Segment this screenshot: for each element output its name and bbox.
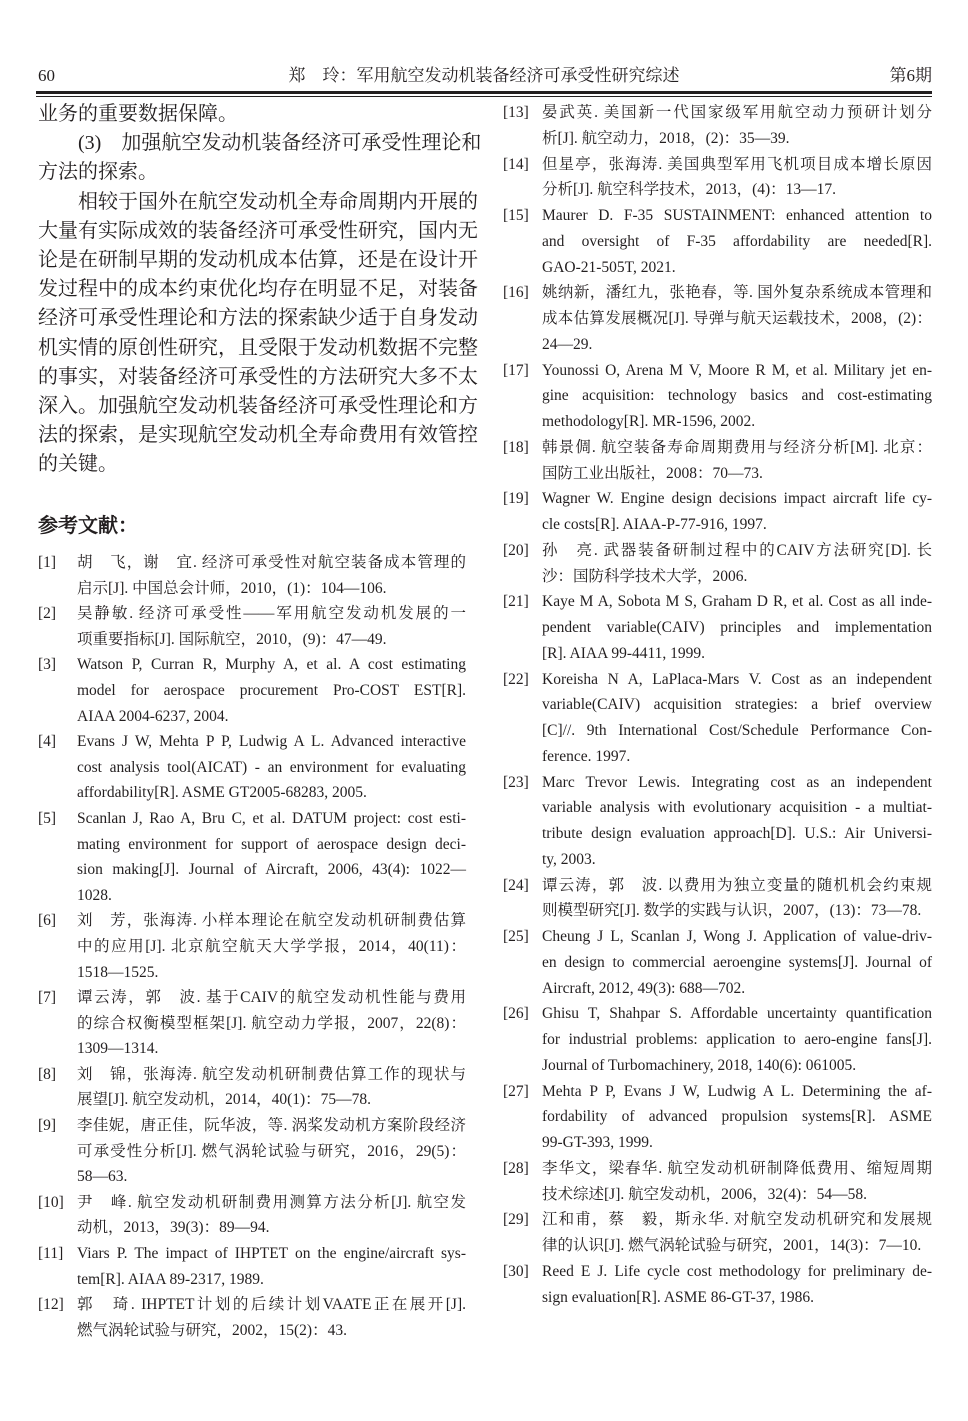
reference-line: Journal of Turbomachinery, 2018, 140(6): 061005. [542, 1056, 857, 1074]
reference-item [503, 100, 932, 152]
reference-line: variable(CAIV) acquisition strategies: a brief overview [542, 696, 932, 714]
reference-number: [14] [503, 155, 529, 173]
reference-line: 启示[J]. 中国总会计师，2010，(1)：104—106. [77, 579, 387, 597]
reference-line: 成本估算发展概况[J]. 导弹与航天运载技术，2008，(2)： [542, 310, 932, 327]
reference-item [38, 1113, 466, 1190]
reference-line: 刘 锦，张海涛. 航空发动机研制费估算工作的现状与 [77, 1065, 466, 1083]
text-line: 的事实，对装备经济可承受性的方法研究大多不太 [38, 365, 478, 388]
text-line: 机实情的原创性研究，且受限于发动机数据不完整 [38, 336, 478, 359]
reference-number: [13] [503, 104, 529, 121]
reference-line: cost analysis tool(AICAT) - an environment for evaluating [77, 758, 466, 776]
reference-line: fordability of advanced propulsion systems[R]. ASME [542, 1108, 932, 1126]
reference-number: [24] [503, 876, 529, 894]
reference-number: [8] [38, 1065, 57, 1083]
reference-line: AIAA 2004-6237, 2004. [77, 707, 229, 725]
reference-line: 国防工业出版社，2008：70—73. [542, 464, 763, 482]
reference-number: [28] [503, 1159, 529, 1177]
reference-item [38, 550, 466, 601]
reference-item [38, 729, 466, 806]
reference-item [503, 1001, 932, 1078]
reference-item [38, 908, 466, 985]
reference-item [503, 1156, 932, 1208]
reference-number: [19] [503, 490, 529, 508]
reference-line: Maurer D. F-35 SUSTAINMENT: enhanced attention to [542, 207, 932, 224]
text-line: 论是在研制早期的发动机成本估算，还是在设计开 [38, 248, 478, 271]
reference-line: gine acquisition: technology basics and cost-estimating [542, 387, 932, 405]
reference-line: Scanlan J, Rao A, Bru C, et al. DATUM project: cost esti- [77, 809, 466, 827]
reference-line: 谭云涛，郭 波. 以费用为独立变量的随机机会约束规 [542, 876, 932, 894]
reference-line: Koreisha N A, LaPlaca-Mars V. Cost as an independent [542, 670, 932, 688]
reference-line: Mehta P P, Evans J W, Ludwig A L. Determining the af- [542, 1082, 932, 1100]
reference-line: Viars P. The impact of IHPTET on the engine/aircraft sys- [77, 1245, 466, 1263]
reference-line: 谭云涛，郭 波. 基于CAIV的航空发动机性能与费用 [77, 989, 466, 1007]
reference-number: [15] [503, 207, 529, 224]
page-number: 60 [38, 66, 55, 85]
reference-line: variable analysis with evolutionary acquisition - a multiat- [542, 799, 932, 817]
header-rule-thin [36, 96, 932, 97]
reference-line: en design to commercial aeroengine systems[J]. Journal of [542, 953, 932, 971]
reference-line: Wagner W. Engine design decisions impact aircraft life cy- [542, 490, 932, 508]
reference-line: 99-GT-393, 1999. [542, 1134, 653, 1151]
body-text [38, 100, 482, 479]
reference-number: [4] [38, 733, 57, 751]
reference-number: [17] [503, 361, 529, 379]
reference-line: 析[J]. 航空动力，2018，(2)：35—39. [542, 129, 790, 147]
reference-line: 胡 飞，谢 宜. 经济可承受性对航空装备成本管理的 [77, 554, 466, 571]
reference-number: [11] [38, 1245, 64, 1263]
reference-line: 晏武英. 美国新一代国家级军用航空动力预研计划分 [542, 104, 932, 121]
reference-line: 技术综述[J]. 航空发动机，2006，32(4)：54—58. [542, 1185, 868, 1203]
paragraph [38, 188, 478, 480]
reference-line: 的综合权衡模型框架[J]. 航空动力学报，2007，22(8)： [77, 1014, 466, 1032]
reference-line: ference. 1997. [542, 747, 631, 765]
reference-line: pendent variable(CAIV) principles and implementation [542, 619, 932, 636]
reference-number: [20] [503, 541, 529, 559]
reference-line: 姚纳新，潘红九，张艳春，等. 国外复杂系统成本管理和 [542, 284, 932, 302]
reference-line: 动机，2013，39(3)：89—94. [77, 1219, 270, 1237]
reference-line: 展望[J]. 航空发动机，2014，40(1)：75—78. [77, 1091, 372, 1109]
reference-number: [29] [503, 1211, 529, 1229]
reference-line: affordability[R]. ASME GT2005-68283, 2005. [77, 784, 367, 802]
reference-number: [27] [503, 1082, 529, 1100]
reference-line: Marc Trevor Lewis. Integrating cost as an independent [542, 773, 932, 791]
reference-item [38, 601, 466, 652]
reference-line: Aircraft, 2012, 49(3): 688—702. [542, 979, 746, 997]
reference-number: [16] [503, 284, 529, 302]
reference-number: [6] [38, 912, 57, 930]
reference-item [503, 435, 932, 487]
reference-item [503, 1259, 932, 1311]
reference-item [503, 873, 932, 925]
reference-item [503, 486, 932, 538]
reference-number: [1] [38, 554, 57, 571]
reference-line: Ghisu T, Shahpar S. Affordable uncertainty quantification [542, 1005, 932, 1023]
reference-line: for industrial problems: application to aero-engine fans[J]. [542, 1031, 932, 1048]
reference-line: Reed E J. Life cycle cost methodology for preliminary de- [542, 1262, 932, 1280]
paragraph [38, 100, 466, 129]
text-line: 方法的探索。 [38, 161, 158, 184]
running-title: 郑 玲：军用航空发动机装备经济可承受性研究综述 [288, 66, 680, 85]
reference-item [503, 1079, 932, 1156]
reference-line: mating environment for support of aerospace design deci- [77, 835, 466, 853]
reference-number: [22] [503, 670, 529, 688]
reference-line: 刘 芳，张海涛. 小样本理论在航空发动机研制费估算 [77, 912, 466, 930]
text-line: (3) 加强航空发动机装备经济可承受性理论和 [78, 132, 482, 155]
reference-number: [10] [38, 1193, 64, 1211]
reference-item [503, 924, 932, 1001]
reference-item [38, 1292, 466, 1343]
reference-line: 但星亭，张海涛. 美国典型军用飞机项目成本增长原因 [542, 155, 932, 173]
reference-item [38, 806, 466, 908]
reference-line: tribute design evaluation approach[D]. U.S.: Air Universi- [542, 825, 932, 842]
reference-line: tem[R]. AIAA 89-2317, 1989. [77, 1270, 264, 1288]
reference-line: 燃气涡轮试验与研究，2002，15(2)：43. [77, 1321, 347, 1339]
reference-item [503, 280, 932, 357]
reference-line: GAO-21-505T, 2021. [542, 258, 676, 276]
reference-line: ty, 2003. [542, 850, 596, 868]
issue-number: 第6期 [889, 66, 932, 85]
reference-number: [9] [38, 1117, 57, 1135]
reference-item [38, 1062, 466, 1113]
reference-line: 郭 琦. IHPTET计划的后续计划VAATE正在展开[J]. [77, 1296, 466, 1314]
reference-item [38, 652, 466, 729]
text-line: 大量有实际成效的装备经济可承受性研究，国内无 [38, 219, 478, 242]
reference-line: 沙：国防科学技术大学，2006. [542, 567, 748, 585]
text-line: 相较于国外在航空发动机全寿命周期内开展的 [78, 190, 478, 213]
reference-line: 李华文，梁春华. 航空发动机研制降低费用、缩短周期 [542, 1159, 932, 1177]
reference-item [503, 589, 932, 666]
reference-line: cle costs[R]. AIAA-P-77-916, 1997. [542, 516, 767, 533]
reference-item [503, 203, 932, 280]
reference-line: sion making[J]. Journal of Aircraft, 2006, 43(4): 1022— [77, 861, 466, 879]
reference-line: 吴静敏. 经济可承受性——军用航空发动机发展的一 [77, 605, 466, 623]
reference-line: model for aerospace procurement Pro-COST EST[R]. [77, 681, 466, 699]
text-line: 法的探索，是实现航空发动机全寿命费用有效管控 [38, 424, 478, 447]
reference-number: [23] [503, 773, 529, 791]
reference-line: Kaye M A, Sobota M S, Graham D R, et al. Cost as all inde- [542, 593, 932, 611]
reference-line: 分析[J]. 航空科学技术，2013，(4)：13—17. [542, 181, 837, 199]
reference-line: 1518—1525. [77, 963, 159, 981]
reference-line: 项重要指标[J]. 国际航空，2010，(9)：47—49. [77, 630, 387, 648]
reference-number: [30] [503, 1262, 529, 1280]
reference-line: 则模型研究[J]. 数学的实践与认识，2007，(13)：73—78. [542, 902, 922, 920]
reference-item [38, 1190, 466, 1241]
reference-item [38, 985, 466, 1062]
reference-line: 58—63. [77, 1168, 128, 1186]
reference-line: Cheung J L, Scanlan J, Wong J. Application of value-driv- [542, 928, 932, 945]
references-right-column [503, 100, 932, 1310]
reference-item [503, 152, 932, 204]
reference-line: 律的认识[J]. 燃气涡轮试验与研究，2001，14(3)：7—10. [542, 1237, 922, 1254]
reference-line: Watson P, Curran R, Murphy A, et al. A cost estimating [77, 656, 466, 674]
reference-line: 李佳妮，唐正佳，阮华波，等. 涡桨发动机方案阶段经济 [77, 1117, 466, 1135]
reference-line: [C]//. 9th International Cost/Schedule Performance Con- [542, 722, 932, 739]
reference-item [503, 1207, 932, 1259]
reference-line: 可承受性分析[J]. 燃气涡轮试验与研究，2016，29(5)： [77, 1142, 466, 1160]
reference-item [38, 1241, 466, 1292]
reference-line: 24—29. [542, 335, 593, 353]
reference-item [503, 667, 932, 770]
reference-item [503, 538, 932, 590]
references-left-column [38, 550, 466, 1343]
header-rule-thick [36, 91, 932, 94]
reference-number: [18] [503, 438, 529, 456]
reference-number: [12] [38, 1296, 64, 1314]
reference-line: 中的应用[J]. 北京航空航天大学学报，2014，40(11)： [77, 937, 466, 955]
reference-item [503, 358, 932, 435]
reference-line: 1028. [77, 886, 112, 904]
reference-line: 孙 亮. 武器装备研制过程中的CAIV方法研究[D]. 长 [542, 541, 932, 559]
reference-line: 江和甫，蔡 毅，斯永华. 对航空发动机研究和发展规 [542, 1211, 932, 1229]
reference-line: [R]. AIAA 99-4411, 1999. [542, 644, 706, 662]
reference-line: 尹 峰. 航空发动机研制费用测算方法分析[J]. 航空发 [77, 1193, 466, 1211]
reference-line: and oversight of F-35 affordability are needed[R]. [542, 232, 932, 250]
reference-line: sign evaluation[R]. ASME 86-GT-37, 1986. [542, 1288, 814, 1306]
reference-item [503, 770, 932, 873]
text-line: 深入。加强航空发动机装备经济可承受性理论和方 [38, 394, 478, 417]
reference-line: Evans J W, Mehta P P, Ludwig A L. Advanced interactive [77, 733, 466, 751]
reference-line: 1309—1314. [77, 1040, 159, 1058]
reference-line: methodology[R]. MR-1596, 2002. [542, 413, 756, 430]
text-line: 的关键。 [38, 453, 118, 476]
text-line: 业务的重要数据保障。 [38, 103, 238, 125]
reference-number: [26] [503, 1005, 529, 1023]
reference-number: [5] [38, 809, 57, 827]
reference-number: [25] [503, 928, 529, 945]
reference-number: [7] [38, 989, 57, 1007]
reference-line: Younossi O, Arena M V, Moore R M, et al. Military jet en- [542, 361, 932, 379]
paragraph [38, 129, 482, 187]
reference-number: [21] [503, 593, 529, 611]
text-line: 经济可承受性理论和方法的探索缺少适于自身发动 [38, 307, 478, 330]
reference-line: 韩景倜. 航空装备寿命周期费用与经济分析[M]. 北京： [542, 438, 932, 456]
reference-number: [3] [38, 656, 57, 674]
text-line: 发过程中的成本约束优化均存在明显不足，对装备 [38, 278, 478, 301]
reference-number: [2] [38, 605, 57, 623]
references-heading: 参考文献： [38, 513, 138, 537]
